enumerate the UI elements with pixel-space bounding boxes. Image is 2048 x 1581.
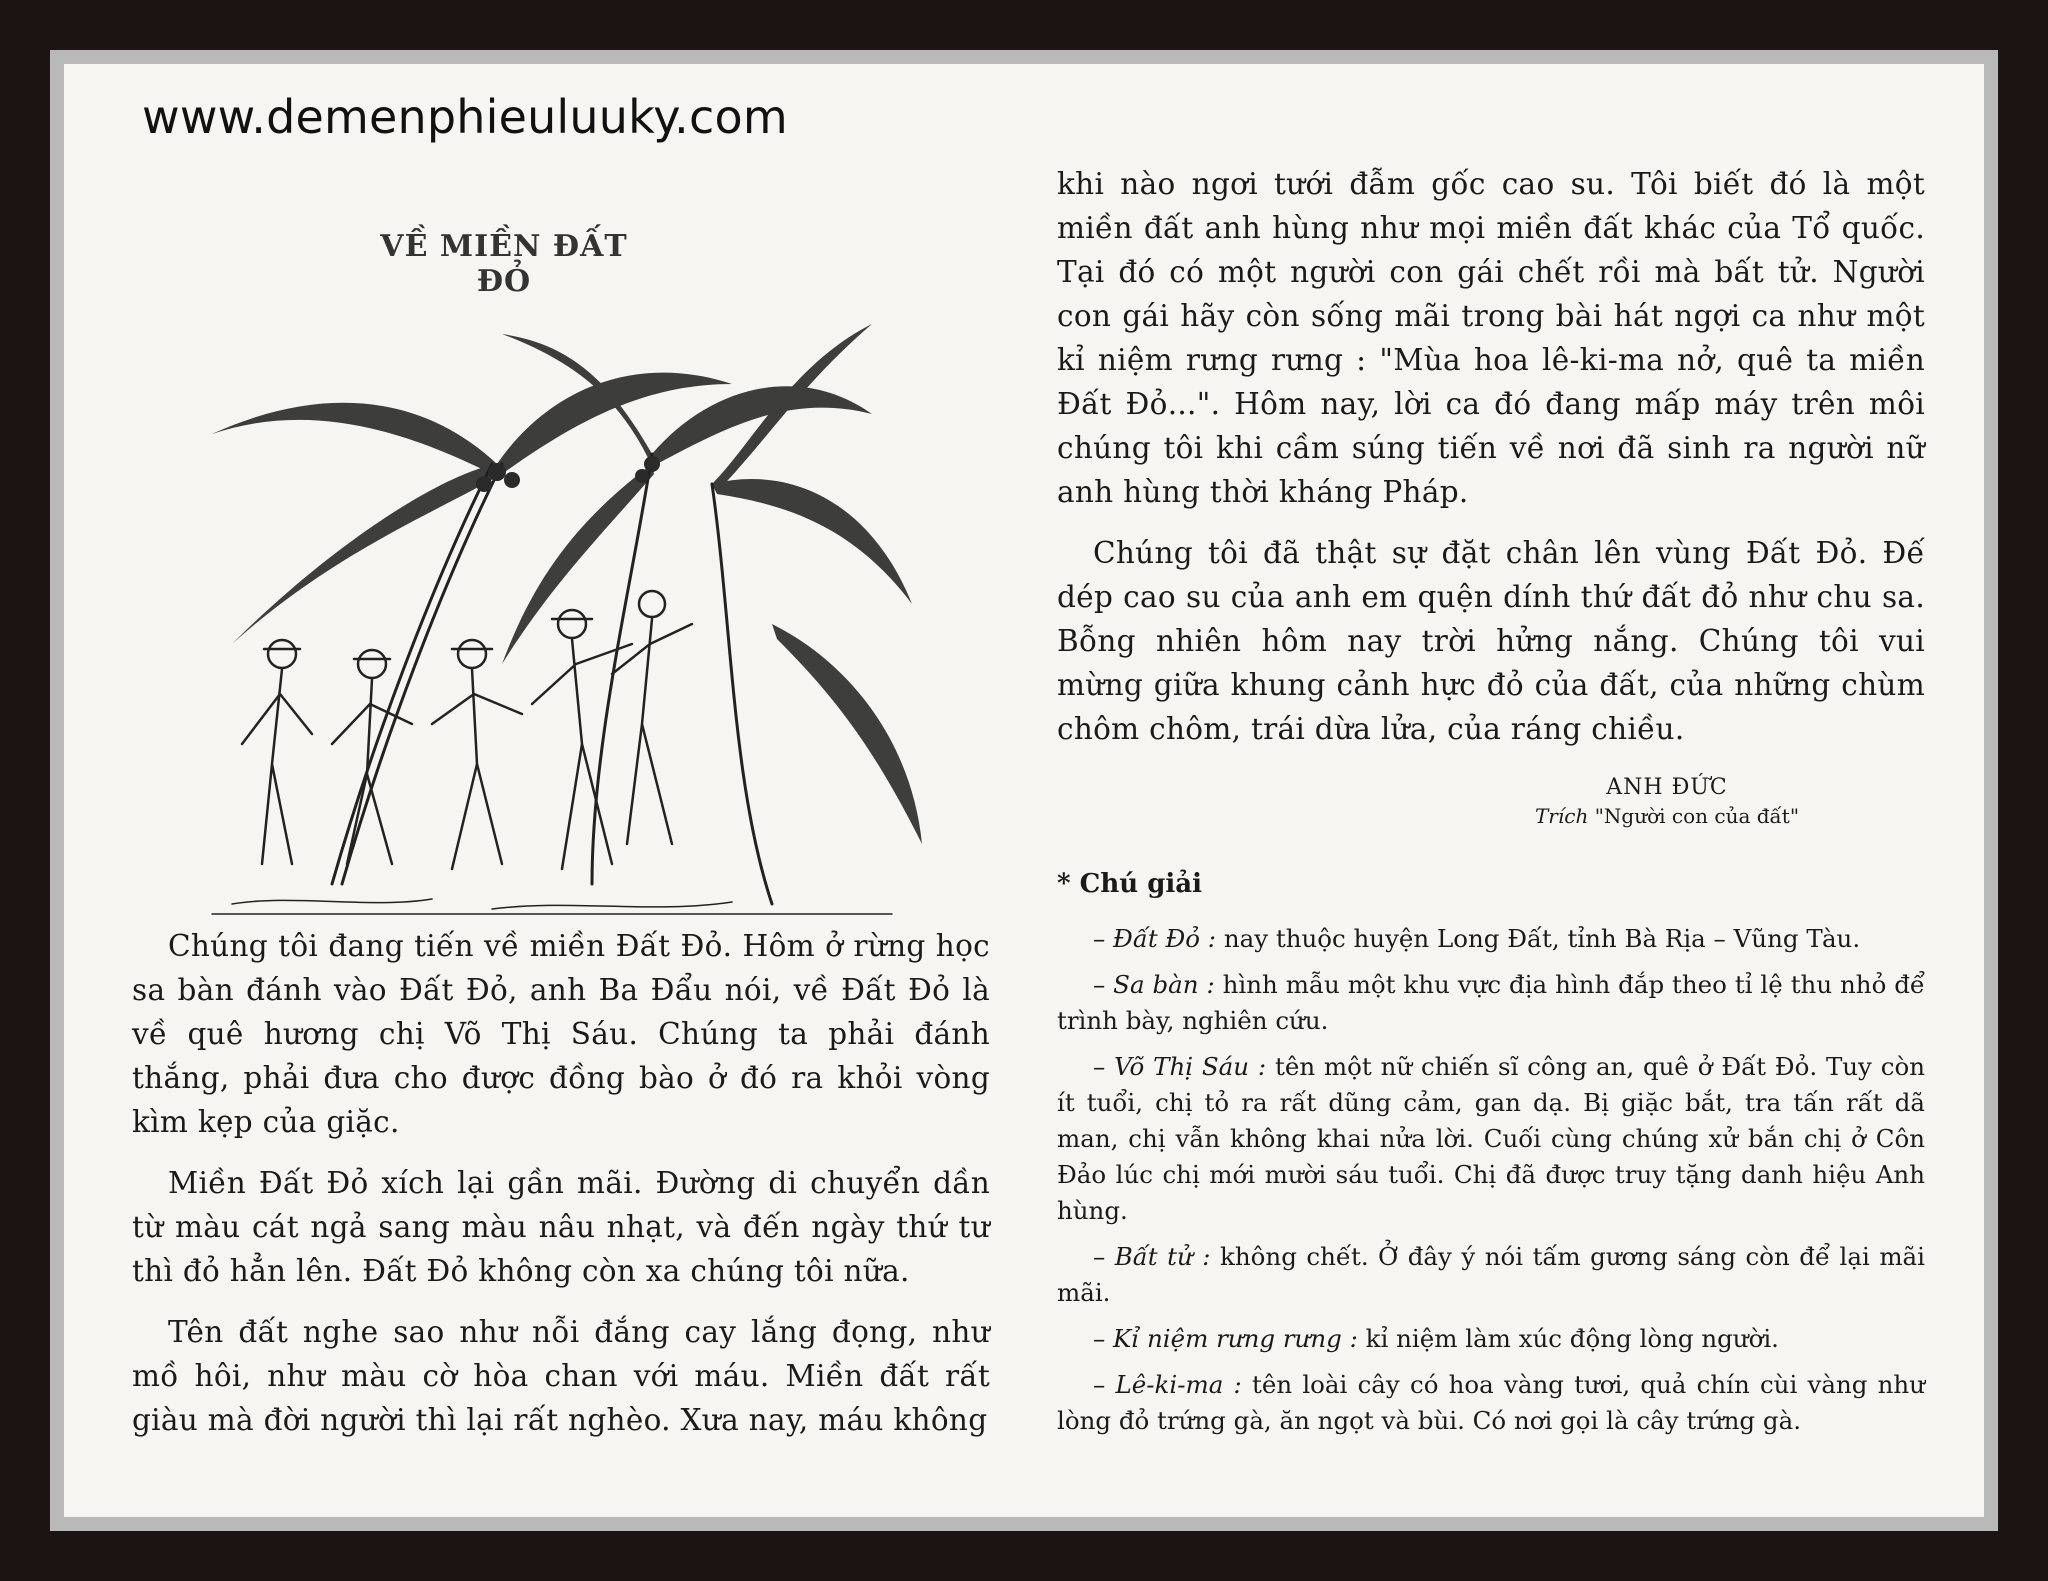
watermark-url: www.demenphieuluuky.com: [142, 90, 788, 144]
paragraph: Chúng tôi đang tiến về miền Đất Đỏ. Hôm ở rừng học sa bàn đánh vào Đất Đỏ, anh Ba Đẩu nói, về Đất Đỏ là về quê hương chị Võ Thị Sáu. Chúng ta phải đánh thắng, phải đưa cho được đồng bào ở đó ra khỏi vòng kìm kẹp của giặc.: [132, 929, 990, 1139]
note-text: tên loài cây có hoa vàng tươi, quả chín cùi vàng như lòng đỏ trứng gà, ăn ngọt và bùi. Có nơi gọi là cây trứng gà.: [1057, 1370, 1925, 1435]
note-text: hình mẫu một khu vực địa hình đắp theo tỉ lệ thu nhỏ để trình bày, nghiên cứu.: [1057, 970, 1925, 1035]
note-term: – Lê-ki-ma :: [1093, 1370, 1242, 1399]
note-item: [1057, 1321, 1925, 1357]
source-title: "Người con của đất": [1594, 804, 1800, 828]
note-term: – Bất tử :: [1093, 1242, 1211, 1271]
notes-heading: * Chú giải: [1057, 869, 1202, 899]
note-text: nay thuộc huyện Long Đất, tỉnh Bà Rịa – Vũng Tàu.: [1223, 924, 1861, 953]
note-item: [1057, 967, 1925, 1039]
note-term: – Võ Thị Sáu :: [1093, 1052, 1267, 1081]
paragraph: Tên đất nghe sao như nỗi đắng cay lắng đọng, như mồ hôi, như màu cờ hòa chan với máu. Miền đất rất giàu mà đời người thì lại rất nghèo. Xưa nay, máu không: [132, 1315, 990, 1437]
note-term: – Sa bàn :: [1093, 970, 1215, 999]
note-text: không chết. Ở đây ý nói tấm gương sáng còn để lại mãi mãi.: [1057, 1242, 1925, 1307]
source-prefix: Trích: [1534, 804, 1589, 828]
note-item: [1057, 1239, 1925, 1311]
left-column-text: [132, 924, 990, 1459]
note-item: [1057, 1049, 1925, 1229]
author-name: ANH ĐỨC: [1606, 775, 1728, 800]
paragraph: Miền Đất Đỏ xích lại gần mãi. Đường di chuyển dần từ màu cát ngả sang màu nâu nhạt, và đến ngày thứ tư thì đỏ hẳn lên. Đất Đỏ không còn xa chúng tôi nữa.: [132, 1166, 990, 1288]
page-title: VỀ MIỀN ĐẤT ĐỎ: [380, 229, 628, 299]
note-term: – Kỉ niệm rưng rưng :: [1093, 1324, 1358, 1353]
book-page: [64, 64, 1984, 1517]
note-item: [1057, 921, 1925, 957]
note-item: [1057, 1367, 1925, 1439]
note-text: tên một nữ chiến sĩ công an, quê ở Đất Đỏ. Tuy còn ít tuổi, chị tỏ ra rất dũng cảm, gan dạ. Bị giặc bắt, tra tấn rất dã man, chị vẫn không khai nửa lời. Cuối cùng chúng xử bắn chị ở Côn Đảo lúc chị mới mười sáu tuổi. Chị đã được truy tặng danh hiệu Anh hùng.: [1057, 1052, 1925, 1225]
palm-trees-soldiers-illustration: [172, 324, 932, 919]
note-term: – Đất Đỏ :: [1093, 924, 1217, 953]
right-column-text: [1057, 162, 1925, 1449]
paragraph: Chúng tôi đã thật sự đặt chân lên vùng Đất Đỏ. Đế dép cao su của anh em quện dính thứ đất đỏ như chu sa. Bỗng nhiên hôm nay trời hửng nắng. Chúng tôi vui mừng giữa khung cảnh hực đỏ của đất, của những chùm chôm chôm, trái dừa lửa, của ráng chiều.: [1057, 536, 1925, 746]
paragraph: khi nào ngơi tưới đẫm gốc cao su. Tôi biết đó là một miền đất anh hùng như mọi miền đất khác của Tổ quốc. Tại đó có một người con gái chết rồi mà bất tử. Người con gái hãy còn sống mãi trong bài hát ngợi ca như một kỉ niệm rưng rưng : "Mùa hoa lê-ki-ma nở, quê ta miền Đất Đỏ...". Hôm nay, lời ca đó đang mấp máy trên môi chúng tôi khi cầm súng tiến về nơi đã sinh ra người nữ anh hùng thời kháng Pháp.: [1057, 167, 1925, 509]
note-text: kỉ niệm làm xúc động lòng người.: [1365, 1324, 1779, 1353]
source-citation: [1497, 803, 1837, 829]
